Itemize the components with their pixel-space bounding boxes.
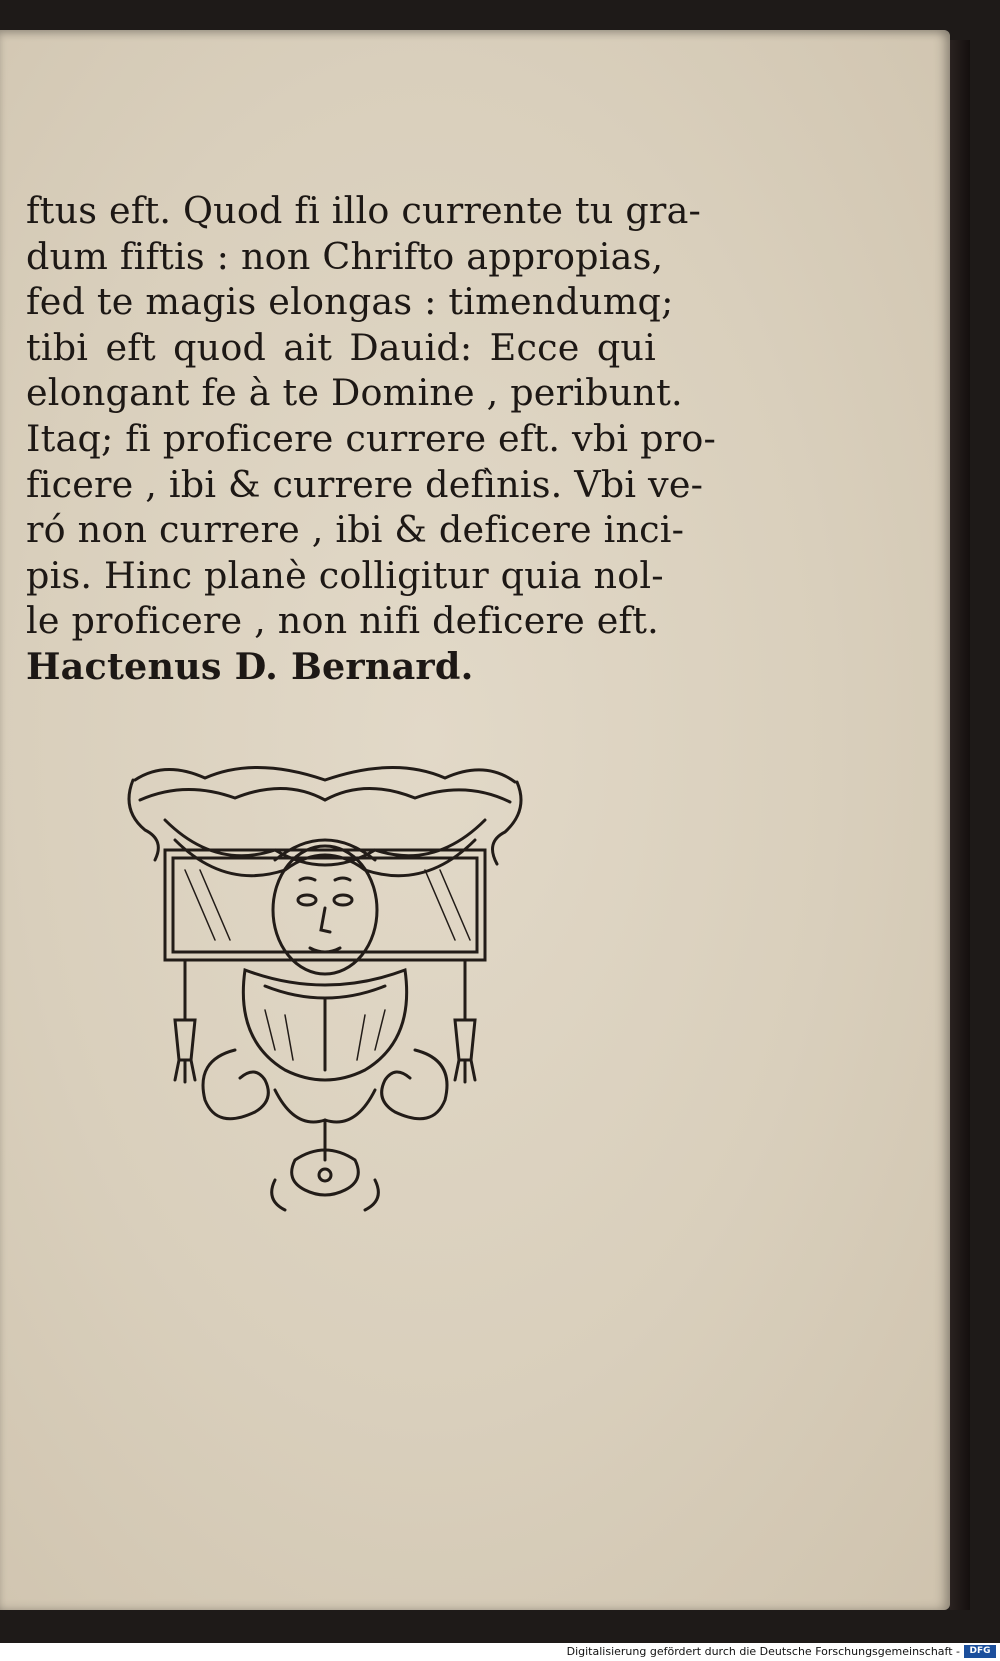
text-line: fed te magis elongas : timendumq; <box>26 280 674 324</box>
text-line: ftus eft. Quod fi illo currente tu gra- <box>26 189 702 232</box>
text-line: pis. Hinc planè colligitur quia nol- <box>26 553 664 597</box>
book-edge <box>950 40 970 1610</box>
text-line: Itaq; fi proficere currere eft. vbi pro- <box>26 416 717 460</box>
woodcut-face-ornament-icon <box>125 760 525 1230</box>
book-page <box>0 30 950 1610</box>
text-line: ró non currere , ibi & deficere inci- <box>26 508 685 552</box>
text-line: tibi eft quod ait Dauid: Ecce qui <box>26 325 656 369</box>
text-line: elongant fe à te Domine , peribunt. <box>26 371 683 415</box>
text-line: ficere , ibi & currere defìnis. Vbi ve- <box>26 462 704 506</box>
text-line: dum fiftis : non Chrifto appropias, <box>26 234 664 278</box>
text-line: le proficere , non nifi deficere eft. <box>26 599 659 643</box>
page-text <box>26 188 717 690</box>
funding-credit: Digitalisierung gefördert durch die Deutsche Forschungsgemeinschaft - <box>566 1645 960 1658</box>
digitization-footer <box>0 1643 1000 1661</box>
dfg-logo-icon: DFG <box>964 1645 996 1658</box>
closing-attribution: Hactenus D. Bernard. <box>26 644 474 688</box>
